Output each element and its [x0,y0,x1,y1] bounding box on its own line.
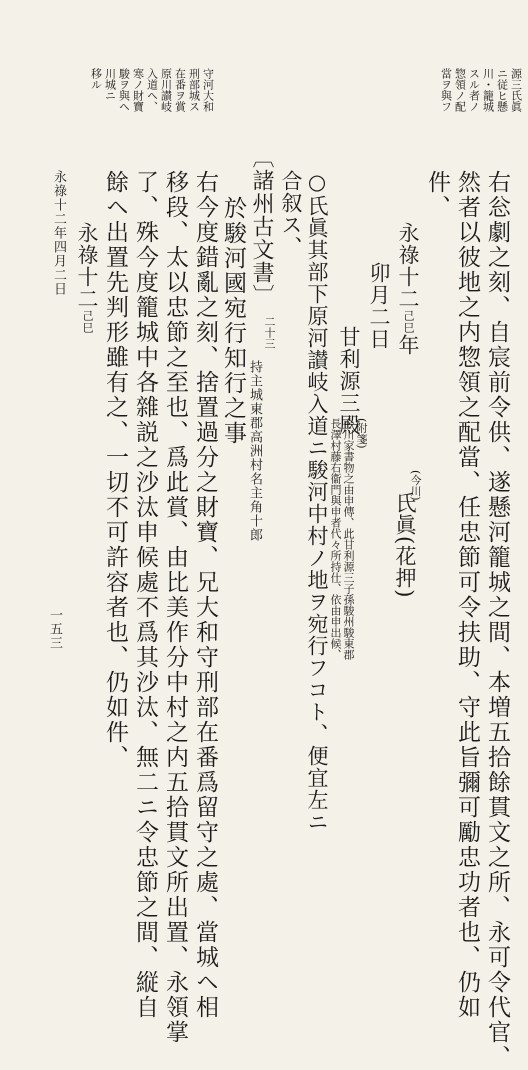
head-note-9: 在番ヲ賞 [173,68,187,112]
head-note-7: 守河大和 [201,68,215,112]
source-title: 〔諸州古文書〕 [249,146,274,307]
source-subtitle-b: 持主城東郡高洲村名主角十郎 [247,360,262,542]
closing-date-eto: 己巳 [81,310,94,334]
signer-note: (今川) [409,470,422,501]
date-year-suffix: 年 [396,334,420,356]
margin-date: 永祿十二年四月二日 [51,170,66,296]
head-note-12: 寒ノ財寶 [131,68,145,112]
head-note-2: ニ従ヒ懸 [495,68,509,112]
recipient-note-1: 今川家書物之由申傳、此甘利源三子孫駿州駿東郡 [342,418,355,660]
text-line-2: 然者以彼地之内惣領之配當、任忠節可令扶助、守此旨彌可勵忠功者也、仍如 [454,170,480,1020]
head-note-5: 惣領ノ配 [453,68,467,112]
text-line-5: 移段、太以忠節之至也、爲此賞、由比美作分中村之内五拾貫文所出置、永領掌 [162,170,188,1045]
head-note-13: 駿ヲ與ヘ [117,68,131,112]
text-line-1: 右忩劇之刻、自宸前令供、遂懸河籠城之間、本増五拾餘貫文之所、永可令代官、 [484,170,510,1070]
head-note-10: 原川讃岐 [159,68,173,112]
date-year-eto: 己巳 [402,310,415,334]
head-note-6: 當ヲ與フ [439,68,453,112]
doc-heading-2: 合叙ス、 [279,170,303,258]
text-line-6: 了、殊今度籠城中各雜説之沙汰申候處不爲其沙汰、無二ニ令忠節之間、縦自 [132,170,158,1020]
head-note-4: スル者ノ [467,68,481,112]
recipient: 甘利源三殿 [337,326,361,436]
text-line-3: 件、 [424,170,450,220]
text-line-7: 餘ヘ出置先判形雖有之、一切不可許容者也、仍如件、 [102,170,128,770]
date-year [397,222,418,356]
text-line-4: 右今度錯亂之刻、捨置過分之財寶、兄大和守刑部在番爲留守之處、當城ヘ相 [192,170,218,1020]
date-year-text: 永祿十二 [396,222,420,310]
page-number: 一五三 [47,608,62,650]
closing-date [76,222,97,334]
head-note-1: 源三氏眞 [509,68,523,112]
head-note-3: 川・籠城 [481,68,495,112]
recipient-note-2: 長澤村藤右衞門與申者代々所持仕、依由申出候、 [329,418,342,660]
recipient-note-label: (附箋) [355,418,368,449]
head-note-11: 入道ヘ、 [145,68,159,112]
head-note-14: 川城ニ [103,68,117,101]
head-note-8: 刑部城ス [187,68,201,112]
date-month: 卯月二日 [367,262,391,350]
source-subtitle-a: 二十三 [263,316,276,349]
head-note-15: 移ル [89,68,103,90]
closing-date-year: 永祿十二 [75,222,99,310]
signer: 氏眞(花押) [393,492,417,599]
grant-address: 於駿河國宛行知行之事 [220,196,246,446]
doc-heading: ○氏眞其部下原河讃岐入道ニ駿河中村ノ地ヲ宛行フコト、便宜左ニ [305,170,329,833]
